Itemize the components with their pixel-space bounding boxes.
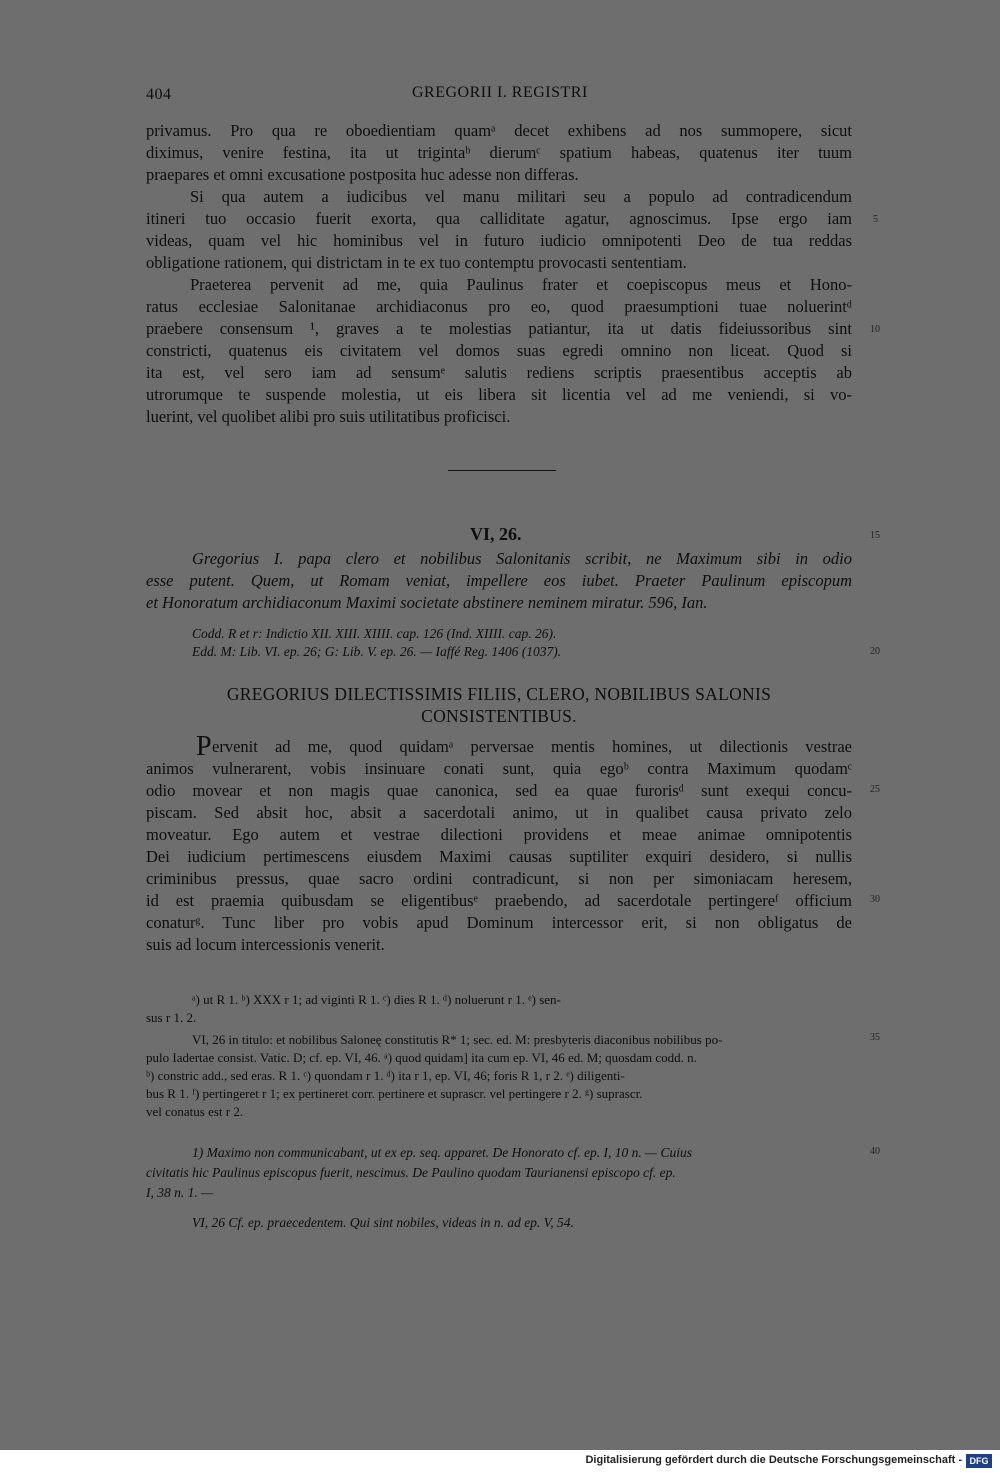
letter-line: suis ad locum intercessionis venerit.: [146, 935, 385, 954]
editions-line: Edd. M: Lib. VI. ep. 26; G: Lib. V. ep. 26. — Iaffé Reg. 1406 (1037).: [192, 644, 562, 659]
body-line: diximus, venire festina, ita ut trigintaᵇ dierumᶜ spatium habeas, quatenus iter tuum: [146, 143, 852, 162]
line-number: 35: [870, 1032, 880, 1043]
line-number: 20: [870, 646, 880, 657]
line-number: 25: [870, 784, 880, 795]
body-line: Praeterea pervenit ad me, quia Paulinus frater et coepiscopus meus et Hono-: [190, 275, 852, 294]
line-number: 15: [870, 530, 880, 541]
body-line: itineri tuo occasio fuerit exorta, qua calliditate agatur, agnoscimus. Ipse ergo iam: [146, 209, 852, 228]
letter-line: ervenit ad me, quod quidamᵃ perversae mentis homines, ut dilectionis vestrae: [212, 737, 852, 756]
apparatus-line: pulo Iadertae consist. Vatic. D; cf. ep. VI, 46. ᵃ) quod quidam] ita cum ep. VI, 46 ed. M; quosdam codd. n.: [146, 1050, 697, 1065]
apparatus-line: ᵇ) constric add., sed eras. R 1. ᶜ) quondam r 1. ᵈ) ita r 1, ep. VI, 46; foris R 1, r 2. ᵉ) diligenti-: [146, 1068, 625, 1083]
body-line: privamus. Pro qua re oboedientiam quamᵃ decet exhibens ad nos summopere, sicut: [146, 121, 852, 140]
note-line: civitatis hic Paulinus episcopus fuerit, nescimus. De Paulino quodam Taurianensi episcopo cf. ep.: [146, 1165, 676, 1180]
letter-line: criminibus pressus, quae sacro ordini contradicunt, si non per simoniacam heresem,: [146, 869, 852, 888]
drop-cap: P: [196, 731, 212, 762]
body-line: ita est, vel sero iam ad sensumᵉ salutis rediens scriptis praesentibus acceptis ab: [146, 363, 852, 382]
line-number: 5: [873, 214, 878, 225]
apparatus-line: ᵃ) ut R 1. ᵇ) XXX r 1; ad viginti R 1. ᶜ) dies R 1. ᵈ) noluerunt r 1. ᵉ) sen-: [192, 992, 561, 1007]
summary-line: esse putent. Quem, ut Romam veniat, impellere eos iubet. Praeter Paulinum episcopum: [146, 571, 852, 590]
letter-line: moveatur. Ego autem et vestrae dilectioni providens et meae animae omnipotentis: [146, 825, 852, 844]
line-number: 40: [870, 1146, 880, 1157]
section-divider: [448, 470, 556, 471]
running-title: GREGORII I. REGISTRI: [412, 84, 588, 101]
body-line: constricti, quatenus eis civitatem vel domos suas egredi omnino non liceat. Quod si: [146, 341, 852, 360]
note-line: 1) Maximo non communicabant, ut ex ep. seq. apparet. De Honorato cf. ep. I, 10 n. — Cuius: [192, 1145, 693, 1160]
body-line: Si qua autem a iudicibus vel manu militari seu a populo ad contradicendum: [190, 187, 852, 206]
letter-line: animos vulnerarent, vobis insinuare conati sunt, quia egoᵇ contra Maximum quodamᶜ: [146, 759, 852, 778]
dfg-logo: DFG: [966, 1454, 992, 1468]
letter-line: piscam. Sed absit hoc, absit a sacerdotali animo, ut in qualibet causa privato zelo: [146, 803, 852, 822]
letter-line: conaturᵍ. Tunc liber pro vobis apud Dominum intercessor erit, si non obligatus de: [146, 913, 852, 932]
apparatus-line: VI, 26 in titulo: et nobilibus Saloneę constitutis R* 1; sec. ed. M: presbyteris diaconibus nobilibus po-: [192, 1032, 723, 1047]
body-line: utrorumque te suspende molestia, ut eis libera sit licentia vel ad me veniendi, si vo-: [146, 385, 852, 404]
apparatus-line: vel conatus est r 2.: [146, 1104, 244, 1119]
body-line: praepares et omni excusatione postposita huc adesse non differas.: [146, 165, 579, 184]
summary-line: Gregorius I. papa clero et nobilibus Salonitanis scribit, ne Maximum sibi in odio: [192, 549, 852, 568]
body-line: luerint, vel quolibet alibi pro suis utilitatibus proficisci.: [146, 407, 511, 426]
letter-number: VI, 26.: [470, 524, 522, 544]
apparatus-line: sus r 1. 2.: [146, 1010, 197, 1025]
letter-title: CONSISTENTIBUS.: [421, 706, 577, 726]
letter-line: id est praemia quibusdam se eligentibusᵉ praebendo, ad sacerdotale pertingereᶠ officium: [146, 891, 852, 910]
footer-bar: [0, 1450, 1000, 1473]
letter-title: GREGORIUS DILECTISSIMIS FILIIS, CLERO, NOBILIBUS SALONIS: [226, 684, 772, 704]
body-line: praebere consensum ¹, graves a te molestias patiantur, ita ut datis fideiussoribus sint: [146, 319, 852, 338]
codices-line: Codd. R et r: Indictio XII. XIII. XIIII. cap. 126 (Ind. XIIII. cap. 26).: [192, 626, 557, 641]
summary-line: et Honoratum archidiaconum Maximi societate abstinere neminem miratur. 596, Ian.: [146, 593, 708, 612]
note-line: I, 38 n. 1. —: [146, 1185, 214, 1200]
funding-notice: Digitalisierung gefördert durch die Deutsche Forschungsgemeinschaft -: [585, 1454, 962, 1466]
body-line: obligatione rationem, qui districtam in te ex tuo contemptu provocasti sententiam.: [146, 253, 687, 272]
apparatus-line: bus R 1. ᶠ) pertingeret r 1; ex pertineret corr. pertinere et suprascr. vel pertingere r 2. ᵍ) suprascr.: [146, 1086, 643, 1101]
letter-line: Dei iudicium pertimescens eiusdem Maximi causas suptiliter exquiri desidero, si nullis: [146, 847, 852, 866]
page-number: 404: [146, 86, 172, 103]
line-number: 30: [870, 894, 880, 905]
body-line: videas, quam vel hic hominibus vel in futuro iudicio omnipotenti Deo de tua reddas: [146, 231, 852, 250]
body-line: ratus ecclesiae Salonitanae archidiaconus pro eo, quod praesumptioni tuae noluerintᵈ: [146, 297, 852, 316]
letter-line: odio movear et non magis quae canonica, sed ea quae furorisᵈ sunt exequi concu-: [146, 781, 852, 800]
note-line: VI, 26 Cf. ep. praecedentem. Qui sint nobiles, videas in n. ad ep. V, 54.: [192, 1215, 574, 1230]
line-number: 10: [870, 324, 880, 335]
